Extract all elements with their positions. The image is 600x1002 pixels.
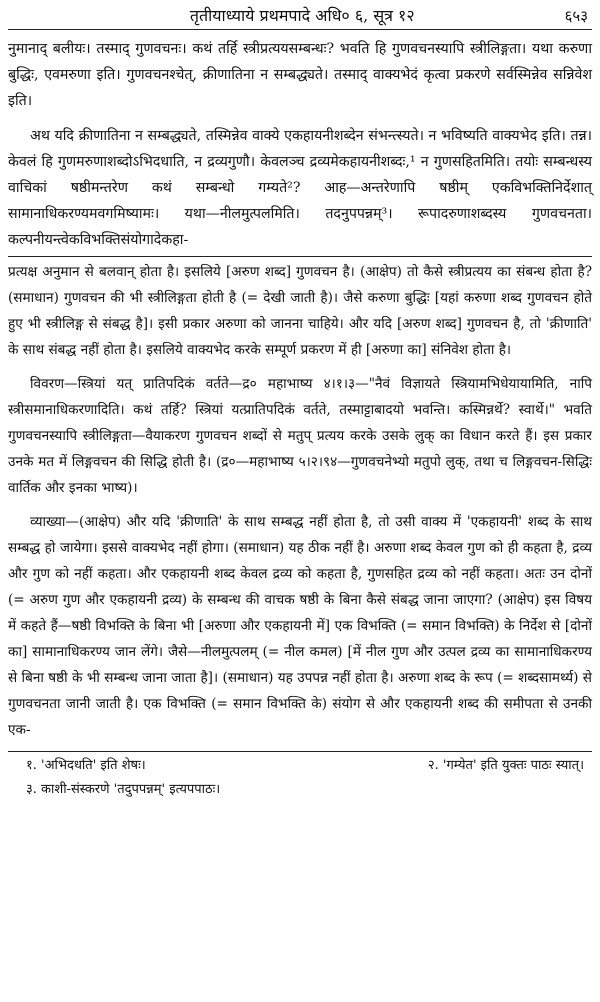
sanskrit-paragraph: अथ यदि क्रीणातिना न सम्बद्ध्यते, तस्मिन्नेव वाक्ये एकहायनीशब्देन संभन्त्स्यते। न भविष्यति वाक्यभेद इति। तन्न। केवलं हि गुणमरुणाशब्दोऽभिदधाति, न द्रव्यगुणौ। केवलञ्च द्रव्यमेकहायनीशब्दः,¹ न गुणसहितमिति। तयोः सम्बन्धस्य वाचिकां षष्ठीमन्तरेण कथं सम्बन्धो गम्यते²? आह—अन्तरेणापि षष्ठीम् एकविभक्तिनिर्देशात् सामानाधिकरण्यमवगमिष्यामः। यथा—नीलमुत्पलमिति। तदनुपपन्नम्³। रूपादरुणाशब्दस्य गुणवचनता। कल्पनीयन्त्वेकविभक्तिसंयोगादेकहा- <box>8 127 592 249</box>
sanskrit-paragraph: नुमानाद् बलीयः। तस्माद् गुणवचनः। कथं तर्हि स्त्रीप्रत्ययसम्बन्धः? भवति हि गुणवचनस्यापि स्त्रीलिङ्गता। यथा करुणा बुद्धिः, एवमरुणा इति। गुणवचनश्चेत्, क्रीणातिना न सम्बद्ध्यते। तस्माद् वाक्यभेदं कृत्वा प्रकरणे सर्वस्मिन्नेव सन्निवेश इति। <box>8 41 592 110</box>
footnote-3: ३. काशी-संस्करणे 'तदुपपन्नम्' इत्यपपाठः। <box>26 781 221 797</box>
translation-paragraph: प्रत्यक्ष अनुमान से बलवान् होता है। इसलिये [अरुण शब्द] गुणवचन है। (आक्षेप) तो कैसे स्त्रीप्रत्यय का संबन्ध होता है? (समाधान) गुणवचन की भी स्त्रीलिङ्गता होती है (= देखी जाती है)। जैसे करुणा बुद्धिः [यहां करुणा शब्द गुणवचन होते हुए भी स्त्रीलिङ्ग से संबद्ध है]। इसी प्रकार अरुणा को जानना चाहिये। और यदि [अरुण शब्द] गुणवचन है, तो 'क्रीणाति' के साथ संबद्ध नहीं होता है। इसलिये वाक्यभेद करके सम्पूर्ण प्रकरण में ही [अरुणा का] संनिवेश होता है। <box>8 263 592 358</box>
running-header <box>8 0 592 30</box>
hindi-translation <box>8 257 592 743</box>
vivarana-paragraph: विवरण—स्त्रियां यत् प्रातिपदिकं वर्तते—द्र० महाभाष्य ४।१।३—"नैवं विज्ञायते स्त्रियामभिधेयायामिति, नापि स्त्रीसमानाधिकरणादिति। कथं तर्हि? स्त्रियां यत्प्रातिपदिकं वर्तते, तस्माट्टाबादयो भवन्ति। कस्मिन्नर्थे? स्वार्थे।" भवति गुणवचनस्यापि स्त्रीलिङ्गता—वैयाकरण गुणवचन शब्दों से मतुप् प्रत्यय करके उसके लुक् का विधान करते हैं। इस प्रकार उनके मत में लिङ्गवचन की सिद्धि होती है। (द्र०—महाभाष्य ५।२।९४—गुणवचनेभ्यो मतुपो लुक्, तथा च लिङ्गवचन-सिद्धिः वार्तिक और इनका भाष्य)। <box>8 375 592 496</box>
vyakhya-paragraph: व्याख्या—(आक्षेप) और यदि 'क्रीणाति' के साथ सम्बद्ध नहीं होता है, तो उसी वाक्य में 'एकहायनी' शब्द के साथ सम्बद्ध हो जायेगा। इससे वाक्यभेद नहीं होगा। (समाधान) यह ठीक नहीं है। अरुणा शब्द केवल गुण को ही कहता है, द्रव्य और गुण को नहीं कहता। और एकहायनी शब्द केवल द्रव्य को कहता है, गुणसहित द्रव्य को नहीं कहता। अतः उन दोनों (= अरुण गुण और एकहायनी द्रव्य) के सम्बन्ध की वाचक षष्ठी के बिना कैसे संबद्ध जाना जाएगा? (आक्षेप) इस विषय में कहते हैं—षष्ठी विभक्ति के बिना भी [अरुणा और एकहायनी में] एक विभक्ति (= समान विभक्ति) के निर्देश से [दोनों का] सामानाधिकरण्य जान लेंगे। जैसे—नीलमुत्पलम् (= नील कमल) [में नील गुण और उत्पल द्रव्य का सामानाधिकरण्य से बिना षष्ठी के भी सम्बन्ध जाना जाता है]। (समाधान) यह उपपन्न नहीं होता है। अरुणा शब्द के रूप (= शब्दसामर्थ्य) से गुणवचनता जानी जाती है। एक विभक्ति (= समान विभक्ति के) संयोग से और एकहायनी शब्द की समीपता से उनकी एक- <box>8 513 592 738</box>
footnote-2: २. 'गम्येत' इति युक्तः पाठः स्यात्। <box>427 757 584 773</box>
running-title: तृतीयाध्याये प्रथमपादे अधि० ६, सूत्र १२ <box>189 6 415 25</box>
footnotes <box>8 752 592 802</box>
footnote-1: १. 'अभिदधति' इति शेषः। <box>26 757 146 773</box>
sanskrit-passage <box>8 30 592 254</box>
page-number: ६५३ <box>564 7 588 25</box>
